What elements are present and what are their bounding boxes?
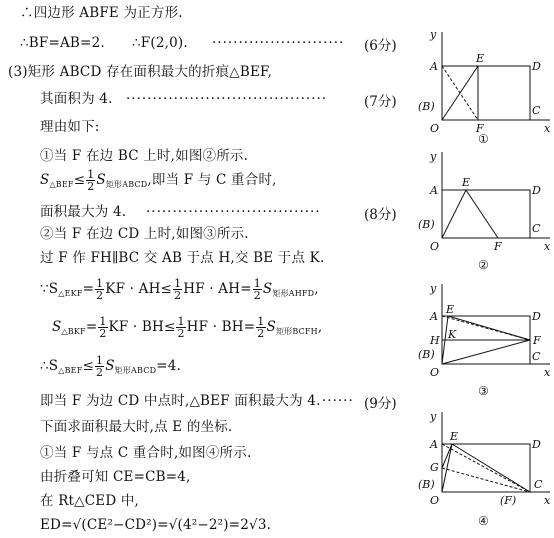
text-line-18: 在 Rt△CED 中, xyxy=(40,493,140,509)
fraction-half: $\frac{1}{2}$ xyxy=(96,354,104,379)
label-c: C xyxy=(534,478,543,491)
text-line-15: 下面求面积最大时,点 E 的坐标. xyxy=(40,419,233,435)
dot-leader-3: ································· xyxy=(146,204,321,220)
label-e: E xyxy=(476,52,485,65)
score-9: (9分) xyxy=(364,396,397,412)
text-line-3: (3)矩形 ABCD 存在面积最大的折痕△BEF, xyxy=(8,64,272,80)
text-line-6: ①当 F 在边 BC 上时,如图②所示. xyxy=(40,148,249,164)
text-line-12: $S_{\triangle BKF}=$ $\frac{1}{2}$ KF · BH≤ $\frac{1}{2}$ HF · BH= $\frac{1}{2}$ $S_{矩形BCFH}$, xyxy=(52,315,323,340)
rectangle-abcd xyxy=(442,66,530,120)
label-o: O xyxy=(430,122,440,135)
label-o: O xyxy=(430,240,440,253)
label-f: F xyxy=(476,122,484,135)
line-ef xyxy=(466,190,498,238)
text-line-19: ED=√(CE²−CD²)=√(4²−2²)=2√3. xyxy=(40,517,272,533)
line-bf xyxy=(442,340,530,364)
score-6: (6分) xyxy=(364,38,397,54)
label-b: (B) xyxy=(418,100,435,113)
figure-3-caption: ③ xyxy=(478,384,489,398)
dashed-ac xyxy=(442,444,530,492)
label-d: D xyxy=(532,60,541,73)
fraction-half: $\frac{1}{2}$ xyxy=(177,315,185,340)
fraction-half: $\frac{1}{2}$ xyxy=(174,277,182,302)
label-o: O xyxy=(430,494,440,507)
label-a: A xyxy=(430,310,438,323)
label-e: E xyxy=(446,303,455,316)
text-line-9: ②当 F 在边 CD 上时,如图③所示. xyxy=(40,226,249,242)
text-line-13: $\therefore S_{\triangle BEF}\le$ $\frac{1}{2}$ $S_{矩形ABCD}=4$. xyxy=(40,354,181,379)
fraction-half: $\frac{1}{2}$ xyxy=(96,277,104,302)
label-e: E xyxy=(450,430,459,443)
fraction-half: $\frac{1}{2}$ xyxy=(257,315,265,340)
label-b: (B) xyxy=(418,348,435,361)
leq-sign: ≤ xyxy=(73,172,86,188)
label-e: E xyxy=(462,176,471,189)
label-d: D xyxy=(532,184,541,197)
label-k: K xyxy=(448,328,457,341)
subscript-rect: 矩形ABCD xyxy=(105,180,148,189)
label-f: (F) xyxy=(500,494,517,507)
text-line-17: 由折叠可知 CE=CB=4, xyxy=(40,469,191,485)
label-c: C xyxy=(532,222,541,235)
dot-leader-4: ······ xyxy=(322,393,354,409)
label-a: A xyxy=(430,438,438,451)
figure-1-caption: ① xyxy=(478,132,489,146)
line-ge xyxy=(442,444,452,468)
line-ef xyxy=(448,316,530,340)
figure-3 xyxy=(418,280,554,380)
text-line-10: 过 F 作 FH∥BC 交 AB 于点 H,交 BE 于点 K. xyxy=(40,250,325,266)
text-line-7 xyxy=(40,166,277,199)
dashed-gc xyxy=(442,468,530,492)
label-x: x xyxy=(544,122,551,135)
text-line-11: $\because S_{\triangle EKF}=$ $\frac{1}{2}$ KF · AH≤ $\frac{1}{2}$ HF · AH= $\frac{1}{2}$ $S_{矩形AHFD}$, xyxy=(40,277,319,302)
label-g: G xyxy=(430,461,439,474)
figure-4-caption: ④ xyxy=(478,514,489,528)
figure-4 xyxy=(418,408,554,512)
label-a: A xyxy=(430,60,438,73)
text-line-4: 其面积为 4. xyxy=(40,91,113,107)
label-y: y xyxy=(430,150,437,163)
text-line-5: 理由如下: xyxy=(40,119,100,135)
label-a: A xyxy=(430,184,438,197)
text-line-14: 即当 F 为边 CD 中点时,△BEF 面积最大为 4. xyxy=(40,393,321,409)
label-b: (B) xyxy=(418,478,435,491)
dot-leader-1: ························· xyxy=(212,35,345,51)
label-y: y xyxy=(430,410,437,423)
label-y: y xyxy=(430,282,437,295)
label-o: O xyxy=(430,366,440,379)
dot-leader-2: ······································ xyxy=(126,91,328,107)
text-line-8: 面积最大为 4. xyxy=(40,204,127,220)
fraction-half: $\frac{1}{2}$ xyxy=(99,315,107,340)
label-y: y xyxy=(430,28,437,41)
line-7-tail: ,即当 F 与 C 重合时, xyxy=(147,172,277,188)
line-ec xyxy=(452,444,530,492)
subscript-bef: △BEF xyxy=(49,180,74,189)
text-line-2a: ∴BF=AB=2. xyxy=(20,35,105,51)
label-c: C xyxy=(532,350,541,363)
score-7: (7分) xyxy=(364,94,397,110)
text-line-16: ①当 F 与点 C 重合时,如图④所示. xyxy=(40,445,252,461)
label-h: H xyxy=(430,334,440,347)
label-f: F xyxy=(533,334,541,347)
label-x: x xyxy=(544,240,551,253)
score-8: (8分) xyxy=(364,207,397,223)
label-c: C xyxy=(532,104,541,117)
label-b: (B) xyxy=(418,218,435,231)
label-f: F xyxy=(494,240,502,253)
figure-2-caption: ② xyxy=(478,258,489,272)
text-line-2b: ∴F(2,0). xyxy=(132,35,188,51)
label-d: D xyxy=(532,438,541,451)
label-d: D xyxy=(532,310,541,323)
area-symbol-2: S xyxy=(96,172,106,188)
fraction-half: $\frac{1}{2}$ xyxy=(253,277,261,302)
fraction-half: $\frac{1}{2}$ xyxy=(87,168,95,193)
figure-2 xyxy=(418,148,554,258)
line-be xyxy=(442,190,466,238)
text-line-1: ∴四边形 ABFE 为正方形. xyxy=(20,5,183,21)
label-x: x xyxy=(544,494,551,507)
area-symbol: S xyxy=(40,172,50,188)
figure-1 xyxy=(418,28,554,140)
label-x: x xyxy=(544,366,551,379)
rectangle-abcd xyxy=(442,190,530,238)
